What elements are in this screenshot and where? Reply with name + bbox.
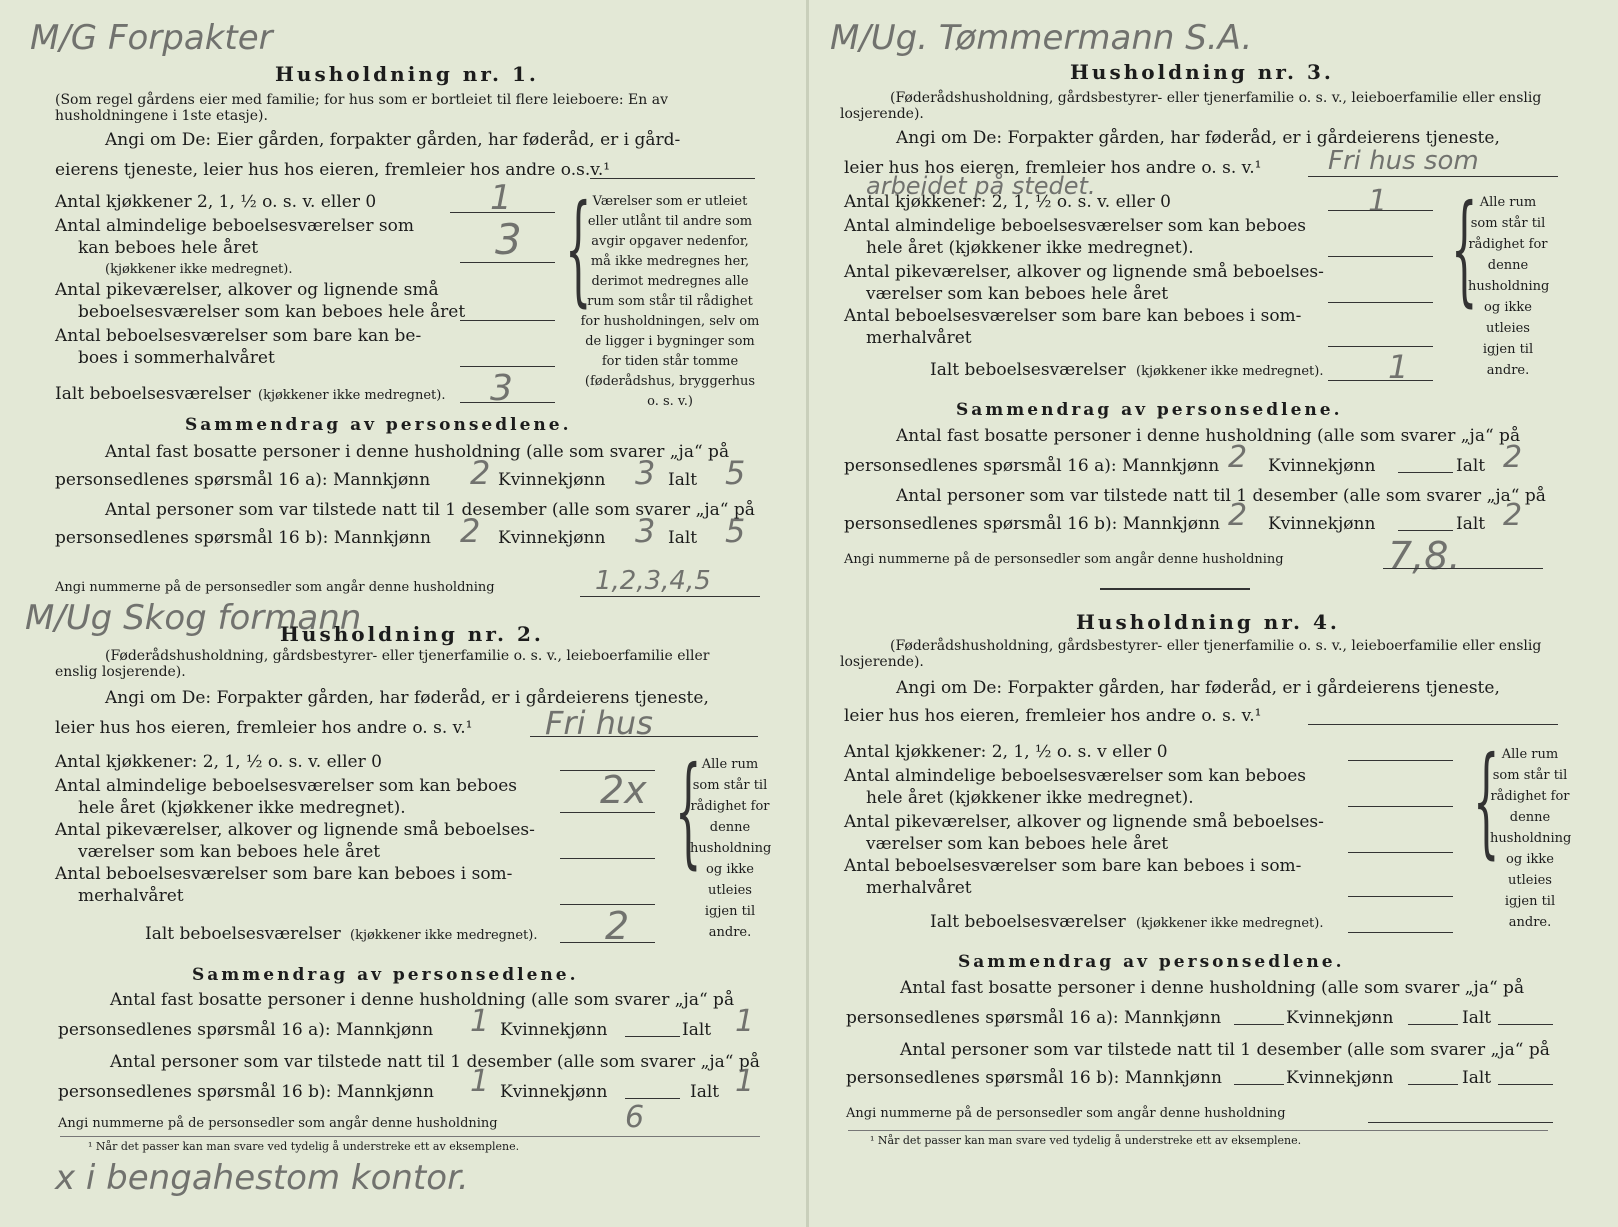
h1-fixed-total-label: Ialt: [668, 470, 698, 490]
h3-numbers-label: Angi nummerne på de personsedler som angår denne husholdning: [844, 552, 1284, 567]
h2-fixed-total-label: Ialt: [682, 1020, 712, 1040]
h4-small-rooms-label1: Antal pikeværelser, alkover og lignende små beboelses-: [844, 812, 1324, 832]
h3-small-rooms-label2: værelser som kan beboes hele året: [866, 284, 1169, 304]
h3-kitchens-value: 1: [1368, 184, 1388, 219]
h3-summer-label2: merhalvåret: [866, 328, 972, 348]
h2-summary-title: Sammendrag av personsedlene.: [192, 965, 579, 985]
h1-present-female-label: Kvinnekjønn: [498, 528, 606, 548]
h2-rooms-label1: Antal almindelige beboelsesværelser som kan beboes: [55, 776, 517, 796]
h1-total-value: 3: [490, 368, 513, 409]
h4-question-line2: leier hus hos eieren, fremleier hos andre o. s. v.¹: [844, 706, 1262, 726]
h1-summer-label2: boes i sommerhalvåret: [78, 348, 275, 368]
h3-fixed-line2: personsedlenes spørsmål 16 a): Mannkjønn: [844, 456, 1220, 476]
h1-side-note: Værelser som er utleiet eller utlånt til andre som avgir opgaver nedenfor, må ikke medregnes her, derimot medregnes alle rum som står til rådighet for husholdningen, selv om de ligger i bygninger som for tiden står tomme (føderådshus, bryggerhus o. s. v.): [580, 194, 760, 409]
h3-fixed-line1: Antal fast bosatte personer i denne husholdning (alle som svarer „ja“ på: [896, 426, 1521, 446]
h2-small-rooms-label1: Antal pikeværelser, alkover og lignende små beboelses-: [55, 820, 535, 840]
h2-present-male: 1: [470, 1064, 490, 1099]
h3-present-total-label: Ialt: [1456, 514, 1486, 534]
h3-fixed-female-label: Kvinnekjønn: [1268, 456, 1376, 476]
h4-present-line2: personsedlenes spørsmål 16 b): Mannkjønn: [846, 1068, 1222, 1088]
h1-kitchens-value: 1: [490, 178, 512, 218]
h4-fixed-female-label: Kvinnekjønn: [1286, 1008, 1394, 1028]
h1-total-label: Ialt beboelsesværelser: [55, 384, 251, 404]
h2-rooms-value: 2x: [600, 768, 647, 812]
h1-total-note: (kjøkkener ikke medregnet).: [258, 388, 446, 403]
h4-fixed-line1: Antal fast bosatte personer i denne husholdning (alle som svarer „ja“ på: [900, 978, 1525, 998]
h2-fixed-line2: personsedlenes spørsmål 16 a): Mannkjønn: [58, 1020, 434, 1040]
h4-summer-label2: merhalvåret: [866, 878, 972, 898]
h2-small-rooms-label2: værelser som kan beboes hele året: [78, 842, 381, 862]
h2-present-line2: personsedlenes spørsmål 16 b): Mannkjønn: [58, 1082, 434, 1102]
h3-question-value-2: arbeidet på stedet.: [866, 172, 1096, 200]
h3-fixed-total: 2: [1503, 440, 1523, 475]
household-4-subtitle: (Føderådshusholdning, gårdsbestyrer- eller tjenerfamilie o. s. v., leieboerfamilie eller enslig losjerende).: [840, 638, 1542, 670]
h2-fixed-line1: Antal fast bosatte personer i denne husholdning (alle som svarer „ja“ på: [110, 990, 735, 1010]
h2-question-line2: leier hus hos eieren, fremleier hos andre o. s. v.¹: [55, 718, 473, 738]
h3-fixed-total-label: Ialt: [1456, 456, 1486, 476]
h4-present-line1: Antal personer som var tilstede natt til 1 desember (alle som svarer „ja“ på: [900, 1040, 1550, 1060]
right-footnote: ¹ Når det passer kan man svare ved tydelig å understreke ett av eksemplene.: [870, 1134, 1302, 1147]
h4-total-label: Ialt beboelsesværelser: [930, 912, 1126, 932]
h4-rooms-label1: Antal almindelige beboelsesværelser som kan beboes: [844, 766, 1306, 786]
h1-present-line1: Antal personer som var tilstede natt til 1 desember (alle som svarer „ja“ på: [105, 500, 755, 520]
h4-brace: {: [1472, 732, 1500, 871]
h1-rooms-value: 3: [495, 215, 522, 264]
h3-total-label: Ialt beboelsesværelser: [930, 360, 1126, 380]
h1-fixed-male: 2: [470, 454, 491, 492]
h4-summer-label1: Antal beboelsesværelser som bare kan beboes i som-: [844, 856, 1302, 876]
h2-question-line1: Angi om De: Forpakter gården, har føderåd, er i gårdeierens tjeneste,: [105, 688, 709, 708]
h2-present-female-label: Kvinnekjønn: [500, 1082, 608, 1102]
annotation-household-2: M/Ug Skog formann: [25, 598, 362, 638]
h3-question-line1: Angi om De: Forpakter gården, har føderåd, er i gårdeierens tjeneste,: [896, 128, 1500, 148]
h4-small-rooms-label2: værelser som kan beboes hele året: [866, 834, 1169, 854]
h2-numbers-label: Angi nummerne på de personsedler som angår denne husholdning: [58, 1116, 498, 1131]
household-3-subtitle: (Føderådshusholdning, gårdsbestyrer- eller tjenerfamilie o. s. v., leieboerfamilie eller enslig losjerende).: [840, 90, 1542, 122]
h4-present-total-label: Ialt: [1462, 1068, 1492, 1088]
h3-small-rooms-label1: Antal pikeværelser, alkover og lignende små beboelses-: [844, 262, 1324, 282]
h2-fixed-total: 1: [735, 1004, 755, 1039]
household-2-subtitle: (Føderådshusholdning, gårdsbestyrer- eller tjenerfamilie o. s. v., leieboerfamilie eller enslig losjerende).: [55, 648, 710, 680]
h4-question-line1: Angi om De: Forpakter gården, har føderåd, er i gårdeierens tjeneste,: [896, 678, 1500, 698]
h3-question-value: Fri hus som: [1328, 146, 1479, 176]
h3-rooms-label2: hele året (kjøkkener ikke medregnet).: [866, 238, 1194, 258]
h2-summer-label2: merhalvåret: [78, 886, 184, 906]
h2-question-value: Fri hus: [545, 704, 653, 742]
h1-question-line2: eierens tjeneste, leier hus hos eieren, fremleier hos andre o.s.v.¹: [55, 160, 611, 180]
h1-fixed-total: 5: [725, 454, 746, 492]
h3-present-total: 2: [1503, 498, 1523, 533]
h4-fixed-line2: personsedlenes spørsmål 16 a): Mannkjønn: [846, 1008, 1222, 1028]
h1-present-line2: personsedlenes spørsmål 16 b): Mannkjønn: [55, 528, 431, 548]
h3-summary-title: Sammendrag av personsedlene.: [956, 400, 1343, 420]
h3-side-note: Alle rum som står til rådighet for denne husholdning og ikke utleies igjen til andre.: [1468, 195, 1550, 378]
left-page: [0, 0, 808, 1227]
h3-rooms-label1: Antal almindelige beboelsesværelser som kan beboes: [844, 216, 1306, 236]
h2-total-note: (kjøkkener ikke medregnet).: [350, 928, 538, 943]
h2-present-line1: Antal personer som var tilstede natt til 1 desember (alle som svarer „ja“ på: [110, 1052, 760, 1072]
h2-brace: {: [674, 742, 702, 881]
h3-total-value: 1: [1388, 348, 1409, 386]
h3-fixed-male: 2: [1228, 440, 1248, 475]
h1-question-line1: Angi om De: Eier gården, forpakter gården, har føderåd, er i gård-: [105, 130, 681, 150]
h3-present-female-label: Kvinnekjønn: [1268, 514, 1376, 534]
h2-present-total: 1: [735, 1064, 755, 1099]
h3-brace: {: [1450, 180, 1478, 319]
h2-numbers-value: 6: [625, 1100, 645, 1135]
h1-fixed-line2: personsedlenes spørsmål 16 a): Mannkjønn: [55, 470, 431, 490]
h1-summary-title: Sammendrag av personsedlene.: [185, 415, 572, 435]
annotation-bottom: x i bengahestom kontor.: [55, 1158, 469, 1198]
h4-present-female-label: Kvinnekjønn: [1286, 1068, 1394, 1088]
h1-kitchens-label: Antal kjøkkener 2, 1, ½ o. s. v. eller 0: [55, 192, 377, 212]
household-1-title: Husholdning nr. 1.: [275, 62, 539, 86]
household-3-title: Husholdning nr. 3.: [1070, 60, 1334, 84]
h3-present-male: 2: [1228, 498, 1248, 533]
h3-kitchens-label: Antal kjøkkener: 2, 1, ½ o. s. v. eller 0: [844, 192, 1171, 212]
h1-rooms-label2: kan beboes hele året: [78, 238, 259, 258]
h1-rooms-note: (kjøkkener ikke medregnet).: [105, 262, 293, 277]
h2-summer-label1: Antal beboelsesværelser som bare kan beboes i som-: [55, 864, 513, 884]
h1-small-rooms-label2: beboelsesværelser som kan beboes hele året: [78, 302, 466, 322]
household-2-title: Husholdning nr. 2.: [280, 622, 544, 646]
h4-total-note: (kjøkkener ikke medregnet).: [1136, 916, 1324, 931]
h1-small-rooms-label1: Antal pikeværelser, alkover og lignende små: [55, 280, 439, 300]
h2-kitchens-label: Antal kjøkkener: 2, 1, ½ o. s. v. eller 0: [55, 752, 382, 772]
h1-rooms-label1: Antal almindelige beboelsesværelser som: [55, 216, 414, 236]
left-footnote: ¹ Når det passer kan man svare ved tydelig å understreke ett av eksemplene.: [88, 1140, 520, 1153]
h1-present-male: 2: [460, 512, 481, 550]
h4-numbers-label: Angi nummerne på de personsedler som angår denne husholdning: [846, 1106, 1286, 1121]
h2-total-value: 2: [605, 904, 630, 948]
h3-question-line2: leier hus hos eieren, fremleier hos andre o. s. v.¹: [844, 158, 1262, 178]
h3-summer-label1: Antal beboelsesværelser som bare kan beboes i som-: [844, 306, 1302, 326]
h1-numbers-value: 1,2,3,4,5: [595, 566, 711, 596]
h2-fixed-male: 1: [470, 1004, 490, 1039]
h1-summer-label1: Antal beboelsesværelser som bare kan be-: [55, 326, 422, 346]
h2-rooms-label2: hele året (kjøkkener ikke medregnet).: [78, 798, 406, 818]
h1-numbers-label: Angi nummerne på de personsedler som angår denne husholdning: [55, 580, 495, 595]
h4-fixed-total-label: Ialt: [1462, 1008, 1492, 1028]
h4-kitchens-label: Antal kjøkkener: 2, 1, ½ o. s. v eller 0: [844, 742, 1168, 762]
household-4-title: Husholdning nr. 4.: [1076, 610, 1340, 634]
h1-present-total: 5: [725, 512, 746, 550]
h1-present-total-label: Ialt: [668, 528, 698, 548]
h3-present-line1: Antal personer som var tilstede natt til 1 desember (alle som svarer „ja“ på: [896, 486, 1546, 506]
h1-present-female: 3: [635, 512, 656, 550]
h4-rooms-label2: hele året (kjøkkener ikke medregnet).: [866, 788, 1194, 808]
h1-fixed-line1: Antal fast bosatte personer i denne husholdning (alle som svarer „ja“ på: [105, 442, 730, 462]
h2-present-total-label: Ialt: [690, 1082, 720, 1102]
h1-fixed-female-label: Kvinnekjønn: [498, 470, 606, 490]
h3-numbers-value: 7,8.: [1388, 534, 1461, 578]
h3-total-note: (kjøkkener ikke medregnet).: [1136, 364, 1324, 379]
h4-summary-title: Sammendrag av personsedlene.: [958, 952, 1345, 972]
annotation-household-1: M/G Forpakter: [30, 18, 273, 58]
h4-side-note: Alle rum som står til rådighet for denne husholdning og ikke utleies igjen til andre.: [1490, 747, 1572, 930]
h2-total-label: Ialt beboelsesværelser: [145, 924, 341, 944]
h1-brace: {: [564, 180, 592, 319]
h3-present-line2: personsedlenes spørsmål 16 b): Mannkjønn: [844, 514, 1220, 534]
annotation-household-3: M/Ug. Tømmermann S.A.: [830, 18, 1253, 58]
h1-fixed-female: 3: [635, 454, 656, 492]
household-1-subtitle: (Som regel gårdens eier med familie; for hus som er bortleiet til flere leieboere: En av husholdningene i 1ste etasje).: [55, 92, 668, 124]
right-page: [808, 0, 1618, 1227]
h2-fixed-female-label: Kvinnekjønn: [500, 1020, 608, 1040]
h2-side-note: Alle rum som står til rådighet for denne husholdning og ikke utleies igjen til andre.: [690, 757, 772, 940]
